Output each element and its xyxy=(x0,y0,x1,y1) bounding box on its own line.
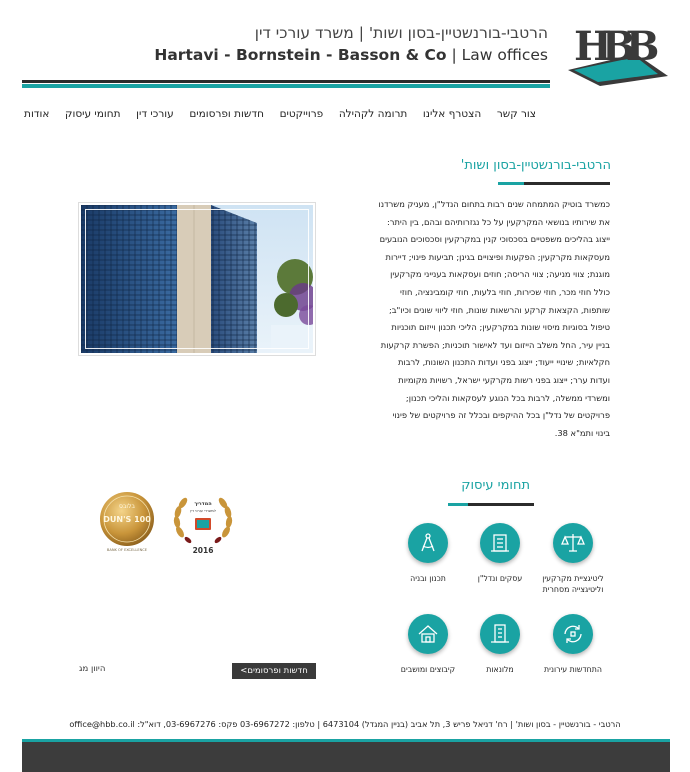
about-line: כמשרד בוטיק המתמחה שנים רבות בתחום הנדל"ן, מעניק משרדנו xyxy=(378,199,610,209)
site-title-english xyxy=(154,46,548,64)
hyun-link[interactable]: היוון מג xyxy=(79,664,106,674)
nav-news[interactable]: חדשות ופרסומים xyxy=(189,108,264,120)
site-title-english-suffix: | Law offices xyxy=(446,46,548,64)
village-house-icon[interactable] xyxy=(408,614,448,654)
about-title-underline xyxy=(498,182,610,185)
header-divider-dark xyxy=(22,80,550,83)
hotel-icon[interactable] xyxy=(480,614,520,654)
building-icon[interactable] xyxy=(480,523,520,563)
header-divider-teal xyxy=(22,84,550,88)
about-line: כולל חוזי מכר, חוזי שכירות, חוזי בלעות, חוזי קומבינציה, חוזי xyxy=(399,286,610,297)
about-line: שותפות, הקצאות קרקע והרשאות שונות, חוזי ליווי שונים וכיו"ב; xyxy=(388,304,610,315)
practice-label-litigation[interactable]: ליטיגציית מקרקעין וליטיגצייה מסחרית xyxy=(542,574,604,594)
news-button[interactable]: חדשות ופרסומים> xyxy=(232,663,316,679)
practice-label-planning[interactable]: תכנון ובניה xyxy=(410,574,446,583)
laurel-text-line2: למשרדי עורכי דין xyxy=(190,509,216,513)
about-line: את שירותיו בנושאי המקרקעין על כל נגזרותיהם ובהם, בין היתר: xyxy=(386,216,610,227)
duns-main-text: DUN'S 100 xyxy=(103,515,151,524)
practice-label-hotels[interactable]: מלונאות xyxy=(486,665,514,674)
about-line: מוגנת; צווי מניעה; צווי הריסה; חוזים ועסקאות בענייני מקרקעין xyxy=(390,269,610,280)
footer-bar xyxy=(22,742,670,772)
nav-projects[interactable]: פרוייקטים xyxy=(279,108,324,120)
nav-lawyers[interactable]: עורכי דין xyxy=(136,108,174,120)
laurel-award-badge xyxy=(168,488,238,558)
about-line: בניין עיר, החל משלב הייזום ועד לאישור תוכניות; הפשרת קרקעות xyxy=(380,339,610,350)
practice-areas-title: תחומי עיסוק xyxy=(461,478,530,493)
duns100-award-badge xyxy=(98,490,156,554)
site-title-english-name: Hartavi - Bornstein - Basson & Co xyxy=(154,46,447,64)
nav-contact[interactable]: צור קשר xyxy=(496,108,536,120)
tower-building-photo xyxy=(79,203,315,355)
about-line: בינוי ותמ"א 38. xyxy=(554,427,610,438)
hbb-logo[interactable] xyxy=(566,14,670,88)
site-title-hebrew: הרטבי-בורנשטיין-בסון ושות' | משרד עורכי דין xyxy=(254,24,548,42)
photo-frame xyxy=(85,209,309,349)
about-line: טיפול בסוגיות מיסוי שונות במקרקעין; הליכי תכנון וייזום תוכניות xyxy=(391,322,610,333)
about-line: ומשרדי ממשלה, לרבות בכל הנוגע לעסקאות והליכי תכנון; xyxy=(405,392,610,403)
duns-sub-text: BANK OF EXCELLENCE xyxy=(106,548,148,552)
practice-label-business-realestate[interactable]: עסקים ונדל"ן xyxy=(477,574,523,583)
laurel-year: 2016 xyxy=(192,546,214,555)
nav-practice-areas[interactable]: תחומי עיסוק xyxy=(65,108,121,120)
laurel-text-line1: המדריך xyxy=(194,501,212,507)
about-line: פרויקטים של נדל"ן בכל ההיקפים ובכלל זה פרויקטים של פינוי xyxy=(392,410,610,421)
practice-areas-underline xyxy=(448,503,534,506)
about-line: מעסקאות מקרקעין; הפקעות ופיצויים בגינן; תביעות פינוי; דיירות xyxy=(385,251,610,262)
nav-join-us[interactable]: הצטרף אלינו xyxy=(422,108,482,120)
about-line: חקלאיות; שינויי ייעוד; ייצוג בפני ועדות התכנון השונות, לרבות xyxy=(398,357,610,368)
main-nav xyxy=(24,106,536,122)
about-title: הרטבי-בורנשטיין-בסון ושות' xyxy=(460,158,611,173)
nav-community[interactable]: תרומה לקהילה xyxy=(338,108,408,120)
practice-label-kibbutzim[interactable]: קיבוצים ומושבים xyxy=(400,665,456,674)
duns-top-text: בלובס xyxy=(119,503,135,510)
about-line: ועדות ערר; ייצוג בפני רשות מקרקעי ישראל, רשויות מקומיות xyxy=(398,374,610,385)
header xyxy=(0,0,690,92)
about-text xyxy=(354,196,610,442)
about-line: ייצוג בהליכים משפטיים בסכסוכי קנין במקרקעין וסכסוכים הנובעים xyxy=(379,234,610,245)
drafting-compass-icon[interactable] xyxy=(408,523,448,563)
footer-contact-info: הרטבי - בורנשטיין - בסון ושות' | רח' דניאל פריש 3, תל אביב (בניין המגדל) 6473104 | טלפון: 03-6967272 פקס: 03-6967276, דוא"ל: office@hbb.co.il xyxy=(69,719,621,729)
logo-letters: HBB xyxy=(574,23,650,70)
scales-icon[interactable] xyxy=(553,523,593,563)
renewal-icon[interactable] xyxy=(553,614,593,654)
practice-label-urban-renewal[interactable]: התחדשות עירונית xyxy=(544,665,602,674)
nav-about[interactable]: אודות xyxy=(24,108,50,120)
